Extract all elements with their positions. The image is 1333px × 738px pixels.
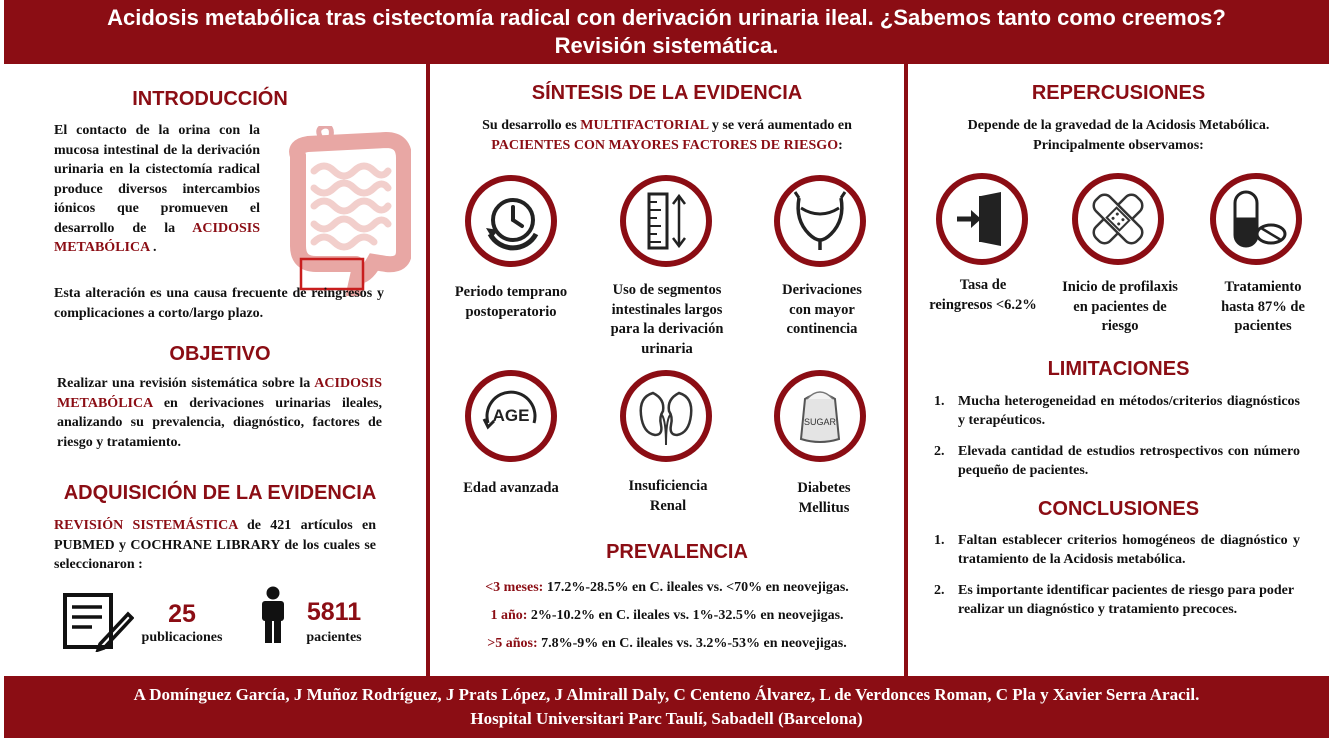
factor-label-5: Insuficiencia Renal — [628, 478, 708, 514]
authors: A Domínguez García, J Muñoz Rodríguez, J Prats López, J Almirall Daly, C Centeno Álvarez, L de Verdonces Roman, C Pla y Xavier Serra Aracil. — [133, 685, 1200, 704]
patients-count: 5811 — [306, 598, 362, 626]
repercussion-label-3: Tratamiento hasta 87% de pacientes — [1221, 279, 1305, 334]
institution: Hospital Universitari Parc Taulí, Sabadell (Barcelona) — [470, 709, 863, 728]
factor-icon-circle-5 — [620, 370, 712, 462]
repercussion-icon-circle-1 — [936, 173, 1028, 265]
factor-icon-circle-3 — [774, 175, 866, 267]
repercussions-title: REPERCUSIONES — [1031, 82, 1206, 104]
svg-text:AGE: AGE — [492, 406, 530, 425]
ruler-icon — [635, 190, 697, 252]
prevalence-row-2: 1 año: 2%-10.2% en C. ileales vs. 1%-32.5% en neovejigas. — [490, 608, 844, 623]
door-exit-icon — [951, 188, 1013, 250]
acquisition-highlight: REVISIÓN SISTEMÁSTICA — [54, 518, 238, 533]
factor-label-6: Diabetes Mellitus — [797, 480, 851, 516]
conclusion-item: 2. Es importante identificar pacientes de riesgo para poder realizar un diagnóstico y tratamiento precoces. — [934, 583, 1294, 617]
bladder-icon — [789, 190, 851, 252]
acquisition-paragraph: REVISIÓN SISTEMÁSTICA de 421 artículos en PUBMED y COCHRANE LIBRARY de los cuales se seleccionaron : — [54, 518, 376, 572]
acquisition-title: ADQUISICIÓN DE LA EVIDENCIA — [63, 482, 377, 504]
poster-title-line1: Acidosis metabólica tras cistectomía radical con derivación urinaria ileal. ¿Sabemos tanto como creemos? — [107, 5, 1226, 30]
prevalence-row-3: >5 años: 7.8%-9% en C. ileales vs. 3.2%-53% en neovejigas. — [487, 636, 847, 651]
svg-text:SUGAR: SUGAR — [803, 417, 837, 427]
poster-footer — [4, 676, 1329, 738]
publications-count: 25 — [168, 600, 196, 628]
intro-title: INTRODUCCIÓN — [132, 88, 288, 110]
left-column — [4, 64, 426, 676]
kidney-icon — [635, 385, 697, 447]
center-column — [430, 64, 904, 676]
poster-header — [4, 0, 1329, 64]
limitations-list — [934, 392, 1300, 492]
limitation-item: 2. Elevada cantidad de estudios retrospectivos con número pequeño de pacientes. — [934, 444, 1300, 478]
intro-paragraph: El contacto de la orina con la mucosa intestinal de la derivación urinaria en la cistectomía radical produce diversos intercambios iónicos que promueven el desarrollo de la ACIDOSIS METABÓLICA . — [54, 123, 260, 255]
clock-icon — [480, 190, 542, 252]
intestine-illustration — [286, 126, 411, 296]
factor-label-2: Uso de segmentos intestinales largos para la derivación urinaria — [610, 282, 724, 357]
intro-highlight: ACIDOSIS METABÓLICA — [54, 220, 260, 255]
factor-icon-circle-4 — [465, 370, 557, 462]
factor-label-3: Derivaciones con mayor continencia — [782, 282, 862, 337]
objective-title: OBJETIVO — [169, 343, 271, 365]
conclusions-title: CONCLUSIONES — [1037, 498, 1200, 520]
conclusion-item: 1. Faltan establecer criterios homogéneos de diagnóstico y tratamiento de la Acidosis metabólica. — [934, 533, 1300, 567]
repercussion-label-2: Inicio de profilaxis en pacientes de riesgo — [1062, 279, 1178, 334]
age-icon — [480, 385, 542, 447]
publications-label: publicaciones — [141, 630, 223, 645]
document-icon — [62, 592, 134, 652]
synthesis-title: SÍNTESIS DE LA EVIDENCIA — [531, 82, 803, 104]
sugar-icon — [789, 385, 851, 447]
pill-icon — [1225, 188, 1287, 250]
limitations-title: LIMITACIONES — [1047, 358, 1190, 380]
factor-icon-circle-2 — [620, 175, 712, 267]
factor-icon-circle-1 — [465, 175, 557, 267]
factor-label-4: Edad avanzada — [463, 480, 559, 496]
right-column — [908, 64, 1329, 676]
objective-highlight: ACIDOSIS METABÓLICA — [57, 376, 382, 411]
person-icon — [258, 586, 288, 644]
limitation-item: 1. Mucha heterogeneidad en métodos/criterios diagnósticos y terapéuticos. — [934, 394, 1300, 428]
repercussion-icon-circle-2 — [1072, 173, 1164, 265]
conclusions-list — [934, 531, 1300, 631]
patients-label: pacientes — [306, 630, 362, 645]
intro-paragraph-2: Esta alteración es una causa frecuente de reingresos y complicaciones a corto/largo plazo. — [54, 286, 384, 321]
bandage-icon — [1087, 188, 1149, 250]
prevalence-title: PREVALENCIA — [606, 541, 748, 563]
poster-title-line2: Revisión sistemática. — [554, 33, 779, 58]
repercussions-intro: Depende de la gravedad de la Acidosis Metabólica. Principalmente observamos: — [967, 118, 1270, 153]
factor-icon-circle-6 — [774, 370, 866, 462]
prevalence-row-1: <3 meses: 17.2%-28.5% en C. ileales vs. <70% en neovejigas. — [485, 580, 849, 595]
repercussion-icon-circle-3 — [1210, 173, 1302, 265]
objective-paragraph: Realizar una revisión sistemática sobre la ACIDOSIS METABÓLICA en derivaciones urinarias ileales, analizando su prevalencia, diagnóstico, factores de riesgo y tratamiento. — [57, 376, 382, 450]
factor-label-1: Periodo temprano postoperatorio — [454, 284, 568, 320]
synthesis-intro: Su desarrollo es MULTIFACTORIAL y se verá aumentado en PACIENTES CON MAYORES FACTORES DE RIESGO: — [482, 118, 852, 153]
repercussion-label-1: Tasa de reingresos <6.2% — [929, 277, 1037, 313]
